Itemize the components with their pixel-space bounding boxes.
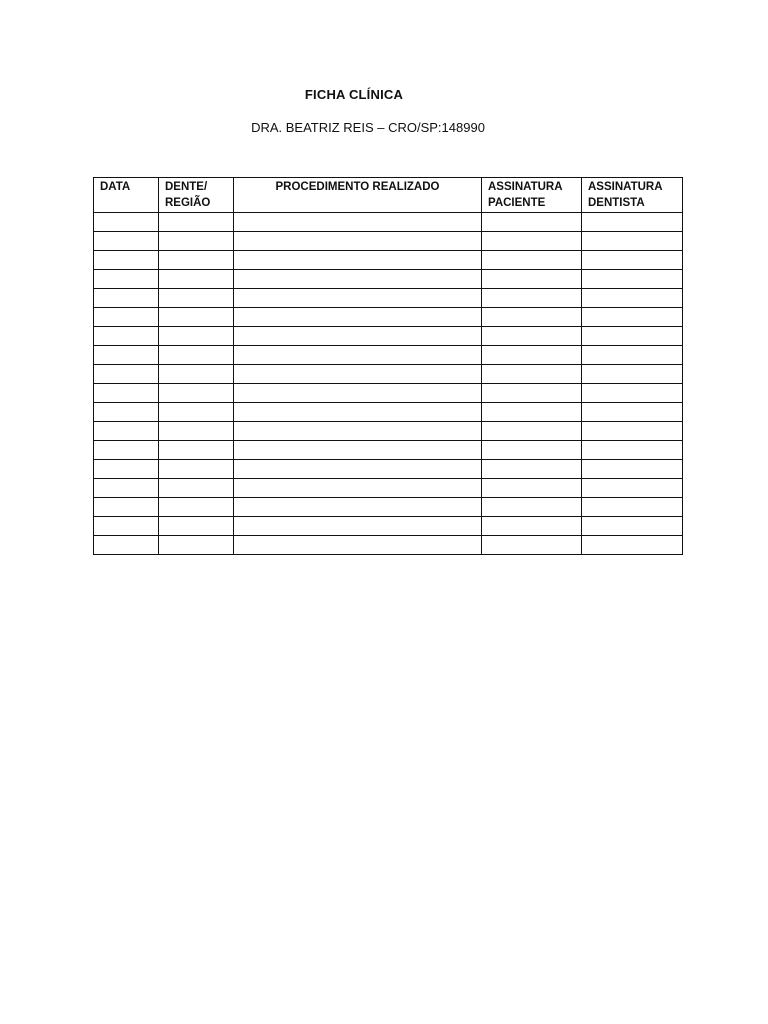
table-row bbox=[94, 232, 683, 251]
table-row bbox=[94, 213, 683, 232]
cell-data bbox=[94, 460, 159, 479]
cell-assinatura-paciente bbox=[482, 251, 582, 270]
table-row bbox=[94, 327, 683, 346]
cell-dente-regiao bbox=[159, 460, 234, 479]
cell-dente-regiao bbox=[159, 422, 234, 441]
cell-assinatura-paciente bbox=[482, 498, 582, 517]
header-dente-label: DENTE/ bbox=[165, 181, 208, 193]
cell-dente-regiao bbox=[159, 327, 234, 346]
cell-dente-regiao bbox=[159, 270, 234, 289]
cell-data bbox=[94, 422, 159, 441]
cell-data bbox=[94, 270, 159, 289]
cell-procedimento bbox=[234, 251, 482, 270]
page-title: FICHA CLÍNICA bbox=[304, 87, 404, 102]
cell-procedimento bbox=[234, 346, 482, 365]
table-row bbox=[94, 479, 683, 498]
cell-dente-regiao bbox=[159, 403, 234, 422]
cell-dente-regiao bbox=[159, 251, 234, 270]
cell-assinatura-dentista bbox=[582, 346, 683, 365]
table-row bbox=[94, 441, 683, 460]
cell-procedimento bbox=[234, 536, 482, 555]
cell-assinatura-paciente bbox=[482, 441, 582, 460]
header-data-label: DATA bbox=[100, 181, 131, 193]
cell-assinatura-dentista bbox=[582, 213, 683, 232]
table-row bbox=[94, 384, 683, 403]
cell-assinatura-dentista bbox=[582, 289, 683, 308]
cell-assinatura-dentista bbox=[582, 365, 683, 384]
table-row bbox=[94, 346, 683, 365]
cell-data bbox=[94, 517, 159, 536]
cell-procedimento bbox=[234, 460, 482, 479]
table-row bbox=[94, 365, 683, 384]
header-data bbox=[94, 178, 159, 213]
table-row bbox=[94, 460, 683, 479]
header-dente-regiao bbox=[159, 178, 234, 213]
cell-assinatura-dentista bbox=[582, 327, 683, 346]
header-assinatura-dentista bbox=[582, 178, 683, 213]
cell-procedimento bbox=[234, 289, 482, 308]
cell-dente-regiao bbox=[159, 365, 234, 384]
cell-assinatura-paciente bbox=[482, 479, 582, 498]
cell-data bbox=[94, 403, 159, 422]
header-assinatura-dentista-line2: DENTISTA bbox=[588, 197, 645, 209]
table-row bbox=[94, 308, 683, 327]
cell-assinatura-dentista bbox=[582, 270, 683, 289]
cell-procedimento bbox=[234, 327, 482, 346]
cell-dente-regiao bbox=[159, 441, 234, 460]
cell-assinatura-dentista bbox=[582, 384, 683, 403]
table-row bbox=[94, 270, 683, 289]
cell-dente-regiao bbox=[159, 479, 234, 498]
cell-procedimento bbox=[234, 517, 482, 536]
cell-assinatura-dentista bbox=[582, 308, 683, 327]
cell-data bbox=[94, 232, 159, 251]
cell-data bbox=[94, 384, 159, 403]
cell-dente-regiao bbox=[159, 384, 234, 403]
clinical-record-table bbox=[93, 177, 683, 555]
cell-data bbox=[94, 289, 159, 308]
table-row bbox=[94, 251, 683, 270]
cell-assinatura-dentista bbox=[582, 422, 683, 441]
header-assinatura-paciente bbox=[482, 178, 582, 213]
table-row bbox=[94, 289, 683, 308]
cell-assinatura-paciente bbox=[482, 460, 582, 479]
table-row bbox=[94, 403, 683, 422]
cell-data bbox=[94, 498, 159, 517]
cell-data bbox=[94, 441, 159, 460]
cell-assinatura-dentista bbox=[582, 479, 683, 498]
cell-dente-regiao bbox=[159, 517, 234, 536]
cell-procedimento bbox=[234, 384, 482, 403]
cell-data bbox=[94, 213, 159, 232]
cell-data bbox=[94, 346, 159, 365]
cell-data bbox=[94, 536, 159, 555]
cell-dente-regiao bbox=[159, 346, 234, 365]
cell-assinatura-dentista bbox=[582, 536, 683, 555]
cell-assinatura-paciente bbox=[482, 384, 582, 403]
cell-procedimento bbox=[234, 232, 482, 251]
page-subtitle: DRA. BEATRIZ REIS – CRO/SP:148990 bbox=[251, 120, 485, 135]
cell-procedimento bbox=[234, 365, 482, 384]
header-assinatura-dentista-line1: ASSINATURA bbox=[588, 181, 663, 193]
cell-assinatura-paciente bbox=[482, 327, 582, 346]
cell-data bbox=[94, 365, 159, 384]
header-regiao-label: REGIÃO bbox=[165, 197, 211, 209]
cell-assinatura-paciente bbox=[482, 365, 582, 384]
table-row bbox=[94, 498, 683, 517]
cell-dente-regiao bbox=[159, 213, 234, 232]
table-row bbox=[94, 422, 683, 441]
cell-assinatura-paciente bbox=[482, 232, 582, 251]
header-assinatura-paciente-line1: ASSINATURA bbox=[488, 181, 563, 193]
cell-assinatura-dentista bbox=[582, 498, 683, 517]
cell-assinatura-paciente bbox=[482, 308, 582, 327]
cell-assinatura-paciente bbox=[482, 517, 582, 536]
cell-assinatura-paciente bbox=[482, 270, 582, 289]
cell-dente-regiao bbox=[159, 232, 234, 251]
table-row bbox=[94, 517, 683, 536]
cell-assinatura-dentista bbox=[582, 460, 683, 479]
cell-assinatura-dentista bbox=[582, 251, 683, 270]
cell-procedimento bbox=[234, 270, 482, 289]
cell-procedimento bbox=[234, 479, 482, 498]
table-header-row bbox=[94, 178, 683, 213]
cell-dente-regiao bbox=[159, 308, 234, 327]
cell-procedimento bbox=[234, 498, 482, 517]
header-procedimento-label: PROCEDIMENTO REALIZADO bbox=[275, 181, 440, 193]
cell-procedimento bbox=[234, 308, 482, 327]
cell-assinatura-dentista bbox=[582, 403, 683, 422]
cell-data bbox=[94, 479, 159, 498]
cell-assinatura-paciente bbox=[482, 289, 582, 308]
cell-dente-regiao bbox=[159, 536, 234, 555]
table-row bbox=[94, 536, 683, 555]
cell-assinatura-paciente bbox=[482, 213, 582, 232]
header-procedimento bbox=[234, 178, 482, 213]
cell-assinatura-paciente bbox=[482, 536, 582, 555]
cell-procedimento bbox=[234, 213, 482, 232]
table-body bbox=[94, 213, 683, 555]
header-assinatura-paciente-line2: PACIENTE bbox=[488, 197, 546, 209]
cell-dente-regiao bbox=[159, 498, 234, 517]
cell-procedimento bbox=[234, 403, 482, 422]
cell-data bbox=[94, 308, 159, 327]
cell-data bbox=[94, 251, 159, 270]
cell-assinatura-dentista bbox=[582, 441, 683, 460]
cell-assinatura-paciente bbox=[482, 403, 582, 422]
cell-procedimento bbox=[234, 441, 482, 460]
cell-assinatura-dentista bbox=[582, 232, 683, 251]
cell-assinatura-dentista bbox=[582, 517, 683, 536]
cell-assinatura-paciente bbox=[482, 422, 582, 441]
cell-assinatura-paciente bbox=[482, 346, 582, 365]
cell-dente-regiao bbox=[159, 289, 234, 308]
cell-procedimento bbox=[234, 422, 482, 441]
cell-data bbox=[94, 327, 159, 346]
